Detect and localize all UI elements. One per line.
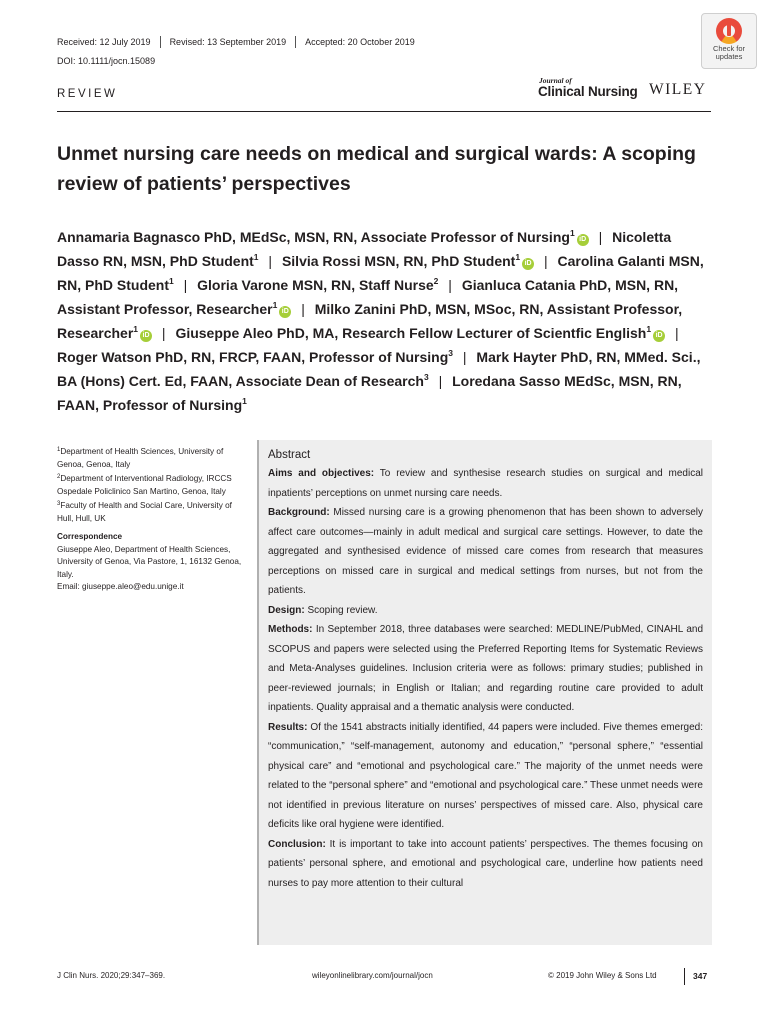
revised-date: Revised: 13 September 2019 <box>169 37 287 47</box>
abstract-heading: Abstract <box>268 449 311 461</box>
author <box>175 325 665 341</box>
orcid-icon[interactable]: iD <box>140 330 152 342</box>
author-separator: | <box>543 253 548 269</box>
orcid-icon[interactable]: iD <box>522 258 534 270</box>
page-number: 347 <box>693 971 708 981</box>
affiliation-marker: 2 <box>433 276 439 286</box>
crossmark-icon <box>716 18 742 44</box>
abstract-section-label: Background: <box>268 507 330 518</box>
abstract-section <box>268 464 703 503</box>
affiliation-marker: 1 <box>515 252 521 262</box>
citation: J Clin Nurs. 2020;29:347–369. <box>57 971 166 980</box>
author-separator: | <box>301 301 305 317</box>
copyright: © 2019 John Wiley & Sons Ltd <box>548 971 657 980</box>
author-name: Mark Hayter PhD, RN, MMed. Sci., BA (Hons) Cert. Ed, FAAN, Associate Dean of Research <box>57 349 701 389</box>
doi[interactable]: DOI: 10.1111/jocn.15089 <box>57 56 156 66</box>
affiliation-number: 2 <box>57 474 61 480</box>
check-for-updates-badge[interactable] <box>701 13 757 69</box>
divider <box>295 36 296 48</box>
affiliation-marker: 1 <box>169 276 174 286</box>
abstract-box <box>257 440 712 945</box>
author <box>197 277 438 293</box>
abstract-section-label: Methods: <box>268 624 313 635</box>
author-separator: | <box>161 325 166 341</box>
orcid-icon[interactable]: iD <box>653 330 665 342</box>
footer-divider <box>684 968 685 985</box>
orcid-icon[interactable]: iD <box>577 234 589 246</box>
article-dates <box>57 37 415 49</box>
correspondence-text: Giuseppe Aleo, Department of Health Sciences, University of Genoa, Via Pastore, 1, 16132 Genoa, Italy. <box>57 544 242 579</box>
author-name: Roger Watson PhD, RN, FRCP, FAAN, Professor of Nursing <box>57 349 449 365</box>
abstract-section-text: Missed nursing care is a growing phenomenon that has been shown to adversely affect care outcomes—mainly in adult medical and surgical care settings. However, to date the aggregated and synthesised evidence of missed care comes from research that measures perceptions on missed care in surgical and medical settings from nurses, but not from the patients. <box>268 507 703 596</box>
abstract-section <box>268 620 703 718</box>
author-name: Giuseppe Aleo PhD, MA, Research Fellow Lecturer of Scientfic English <box>175 325 647 341</box>
author-name: Silvia Rossi MSN, RN, PhD Student <box>281 253 516 269</box>
author <box>282 253 534 269</box>
affiliation <box>57 473 242 498</box>
journal-name: Clinical Nursing <box>538 84 638 99</box>
author-list <box>57 225 717 417</box>
badge-line-2: updates <box>715 52 743 61</box>
abstract-section-label: Aims and objectives: <box>268 468 375 479</box>
affiliation <box>57 446 242 471</box>
journal-logo <box>538 76 638 99</box>
abstract-section-label: Conclusion: <box>268 838 326 850</box>
journal-of: Journal of <box>539 76 572 85</box>
abstract-section <box>268 601 703 621</box>
orcid-icon[interactable]: iD <box>279 306 291 318</box>
abstract-section-text: In September 2018, three databases were searched: MEDLINE/PubMed, CINAHL and SCOPUS and papers were selected using the Preferred Reporting Items for Systematic Reviews and Meta-Analyses guidelines. Inclusion criteria were as follows: primary studies; published in peer-reviewed journals; in English or Italian; and regarding routine care provided to adult inpatients. Quality appraisal and a thematic analysis were conducted. <box>268 624 704 713</box>
affiliation <box>57 500 242 525</box>
header-rule <box>57 111 711 112</box>
affiliation-text: Department of Health Sciences, University of Genoa, Genoa, Italy <box>57 447 224 469</box>
affiliation-number: 3 <box>57 501 61 507</box>
badge-line-1: Check for <box>712 44 746 53</box>
author-name: Gianluca Catania PhD, MSN, RN, Assistant Professor, Researcher <box>57 277 679 317</box>
abstract-section-text: To review and synthesise research studies on surgical and medical inpatients’ perceptions on unmet nursing care needs. <box>268 468 703 499</box>
affiliation-marker: 1 <box>133 324 139 334</box>
article-title: Unmet nursing care needs on medical and surgical wards: A scoping review of patients’ perspectives <box>57 143 696 195</box>
affiliation-marker: 1 <box>646 324 652 334</box>
abstract-section <box>268 718 703 835</box>
author-name: Annamaria Bagnasco PhD, MEdSc, MSN, RN, Associate Professor of Nursing <box>57 229 570 245</box>
affiliation-marker: 3 <box>448 348 453 358</box>
abstract-section-text: It is important to take into account patients’ perspectives. The themes focusing on patients’ personal sphere, and emotional and psychological care, underline how patients need nurses to pay more attention to their cultural <box>268 838 703 889</box>
author-separator: | <box>598 229 603 245</box>
author-name: Carolina Galanti MSN, RN, PhD Student <box>57 253 704 293</box>
publisher-logo: WILEY <box>649 81 707 98</box>
correspondence-heading: Correspondence <box>57 532 123 541</box>
author-separator: | <box>438 373 443 389</box>
abstract-section <box>268 503 703 601</box>
author-name: Loredana Sasso MEdSc, MSN, RN, FAAN, Professor of Nursing <box>57 373 682 413</box>
author <box>57 229 589 245</box>
author-separator: | <box>462 349 467 365</box>
affiliation-text: Department of Interventional Radiology, IRCCS Ospedale Policlinico San Martino, Genoa, Italy <box>57 474 232 496</box>
affiliation-text: Faculty of Health and Social Care, University of Hull, Hull, UK <box>57 501 232 523</box>
abstract-section-text: Scoping review. <box>307 604 378 616</box>
author-name: Nicoletta Dasso RN, MSN, PhD Student <box>57 229 672 269</box>
affiliation-marker: 1 <box>242 396 247 406</box>
affiliation-marker: 1 <box>272 300 278 310</box>
affiliation-marker: 1 <box>569 228 575 238</box>
author-separator: | <box>448 277 452 293</box>
abstract-section-text: Of the 1541 abstracts initially identified, 44 papers were included. Five themes emerged: “communication,” “self-management, autonomy and education,” “personal sphere,” “essential physical care” and “emotional and psychological care.” The majority of the unmet needs were related to the “personal sphere” and “emotional and psychological care.” These unmet needs were not identified in previous literature on nurses’ perspectives of missed care. Also, physical care deficits like oral hygiene were identified. <box>268 721 703 830</box>
author-separator: | <box>674 325 679 341</box>
received-date: Received: 12 July 2019 <box>57 37 151 47</box>
author-separator: | <box>183 277 188 293</box>
correspondence-email[interactable]: Email: giuseppe.aleo@edu.unige.it <box>57 582 184 591</box>
journal-url[interactable]: wileyonlinelibrary.com/journal/jocn <box>312 971 433 980</box>
affiliations <box>57 446 242 594</box>
abstract-section-label: Results: <box>268 721 308 733</box>
abstract-section <box>268 835 703 894</box>
affiliation-marker: 1 <box>253 252 259 262</box>
author-name: Gloria Varone MSN, RN, Staff Nurse <box>197 277 434 293</box>
section-label: REVIEW <box>57 88 118 100</box>
author-name: Milko Zanini PhD, MSN, MSoc, RN, Assistant Professor, Researcher <box>57 301 683 341</box>
affiliation-marker: 3 <box>423 372 429 382</box>
author <box>57 349 453 365</box>
author-separator: | <box>268 253 273 269</box>
abstract-section-label: Design: <box>268 604 305 616</box>
accepted-date: Accepted: 20 October 2019 <box>305 37 415 47</box>
affiliation-number: 1 <box>57 447 61 453</box>
divider <box>160 36 161 48</box>
